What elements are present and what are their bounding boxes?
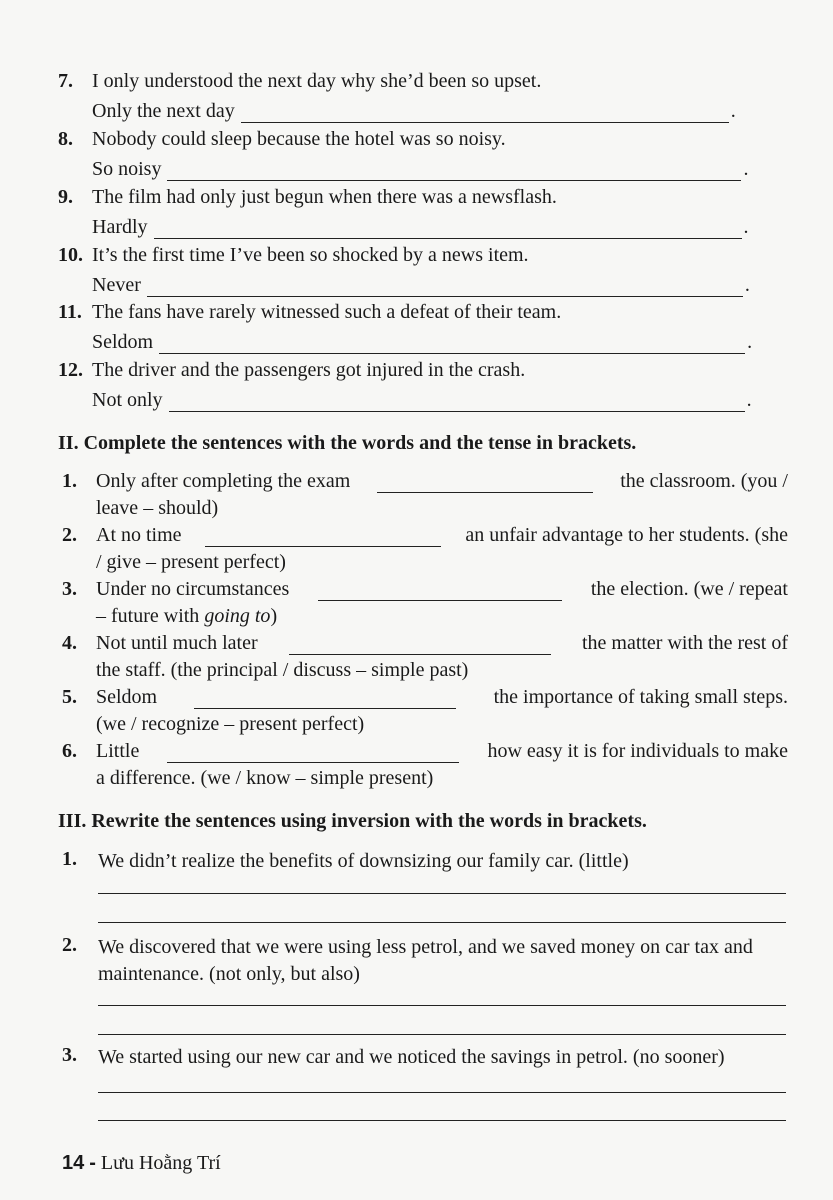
- item-number: 11.: [58, 301, 82, 323]
- answer-line[interactable]: [98, 1092, 786, 1093]
- answer-blank[interactable]: [159, 335, 745, 354]
- author-name: Lưu Hoằng Trí: [100, 1152, 221, 1174]
- item-end: .: [730, 100, 736, 122]
- item-text-line2: / give – present perfect): [96, 551, 286, 573]
- item-number: 2.: [62, 524, 77, 546]
- answer-line[interactable]: [98, 893, 786, 894]
- item-sentence: We didn’t realize the benefits of downsizing our family car. (little): [98, 850, 629, 872]
- answer-blank[interactable]: [241, 104, 729, 123]
- item-prompt: Hardly: [92, 216, 148, 238]
- item-text-line2: (we / recognize – present perfect): [96, 713, 365, 735]
- item-number: 3.: [62, 578, 77, 600]
- item-text-before: Seldom: [96, 686, 158, 708]
- item-number: 5.: [62, 686, 77, 708]
- item-sentence: We started using our new car and we noticed the savings in petrol. (no sooner): [98, 1046, 725, 1068]
- item-text-before: Little: [96, 740, 140, 762]
- item-end: .: [747, 331, 753, 353]
- item-end: .: [743, 158, 749, 180]
- item-text-before: Under no circumstances: [96, 578, 290, 600]
- section-heading-part3: III. Rewrite the sentences using inversion with the words in brackets.: [58, 810, 647, 832]
- item-number: 9.: [58, 186, 73, 208]
- item-number: 4.: [62, 632, 77, 654]
- item-text-after: how easy it is for individuals to make: [487, 740, 788, 762]
- item-number: 1.: [62, 848, 77, 870]
- item-text-before: Only after completing the exam: [96, 470, 351, 492]
- answer-line[interactable]: [98, 922, 786, 923]
- item-sentence: We discovered that we were using less petrol, and we saved money on car tax and maintenance. (not only, but also): [98, 936, 753, 985]
- item-prompt: So noisy: [92, 158, 162, 180]
- item-number: 1.: [62, 470, 77, 492]
- item-sentence: The film had only just begun when there was a newsflash.: [92, 186, 557, 208]
- answer-blank[interactable]: [147, 278, 743, 297]
- answer-line[interactable]: [98, 1034, 786, 1035]
- answer-blank[interactable]: [289, 636, 551, 655]
- item-text-before: At no time: [96, 524, 182, 546]
- answer-blank[interactable]: [169, 393, 745, 412]
- item-prompt: Seldom: [92, 331, 154, 353]
- item-sentence: It’s the first time I’ve been so shocked by a news item.: [92, 244, 529, 266]
- page-footer: [62, 1152, 221, 1175]
- item-sentence: The driver and the passengers got injured in the crash.: [92, 359, 526, 381]
- item-number: 7.: [58, 70, 73, 92]
- line2-text: – future with: [96, 605, 205, 627]
- item-number: 2.: [62, 934, 77, 956]
- item-end: .: [743, 216, 749, 238]
- item-text-after: the matter with the rest of: [581, 632, 788, 654]
- item-sentence: Nobody could sleep because the hotel was so noisy.: [92, 128, 506, 150]
- item-number: 12.: [58, 359, 83, 381]
- page-number: 14: [62, 1152, 85, 1174]
- item-number: 8.: [58, 128, 73, 150]
- answer-blank[interactable]: [154, 220, 742, 239]
- answer-blank[interactable]: [167, 744, 459, 763]
- answer-line[interactable]: [98, 1005, 786, 1006]
- item-text-after: an unfair advantage to her students. (she: [465, 524, 788, 546]
- answer-blank[interactable]: [194, 690, 456, 709]
- item-text-before: Not until much later: [96, 632, 258, 654]
- item-number: 10.: [58, 244, 83, 266]
- answer-blank[interactable]: [318, 582, 562, 601]
- answer-blank[interactable]: [205, 528, 441, 547]
- item-prompt: Not only: [92, 389, 163, 411]
- line2-emphasis: going to: [204, 605, 271, 627]
- item-text-line2: a difference. (we / know – simple present): [96, 767, 434, 789]
- item-end: .: [744, 274, 750, 296]
- item-sentence: The fans have rarely witnessed such a defeat of their team.: [92, 301, 562, 323]
- answer-line[interactable]: [98, 1120, 786, 1121]
- item-text-line2: leave – should): [96, 497, 219, 519]
- line2-end: ): [270, 605, 278, 627]
- item-text-after: the classroom. (you /: [620, 470, 788, 492]
- item-number: 6.: [62, 740, 77, 762]
- item-sentence: I only understood the next day why she’d been so upset.: [92, 70, 542, 92]
- footer-separator: -: [89, 1152, 96, 1174]
- item-text-after: the importance of taking small steps.: [493, 686, 788, 708]
- answer-blank[interactable]: [377, 474, 593, 493]
- item-number: 3.: [62, 1044, 77, 1066]
- item-end: .: [746, 389, 752, 411]
- answer-blank[interactable]: [167, 162, 741, 181]
- item-text-after: the election. (we / repeat: [590, 578, 788, 600]
- item-prompt: Never: [92, 274, 141, 296]
- item-prompt: Only the next day: [92, 100, 235, 122]
- item-text-line2: the staff. (the principal / discuss – simple past): [96, 659, 469, 681]
- item-text-line2: [96, 605, 277, 628]
- section-heading-part2: II. Complete the sentences with the words and the tense in brackets.: [58, 432, 637, 454]
